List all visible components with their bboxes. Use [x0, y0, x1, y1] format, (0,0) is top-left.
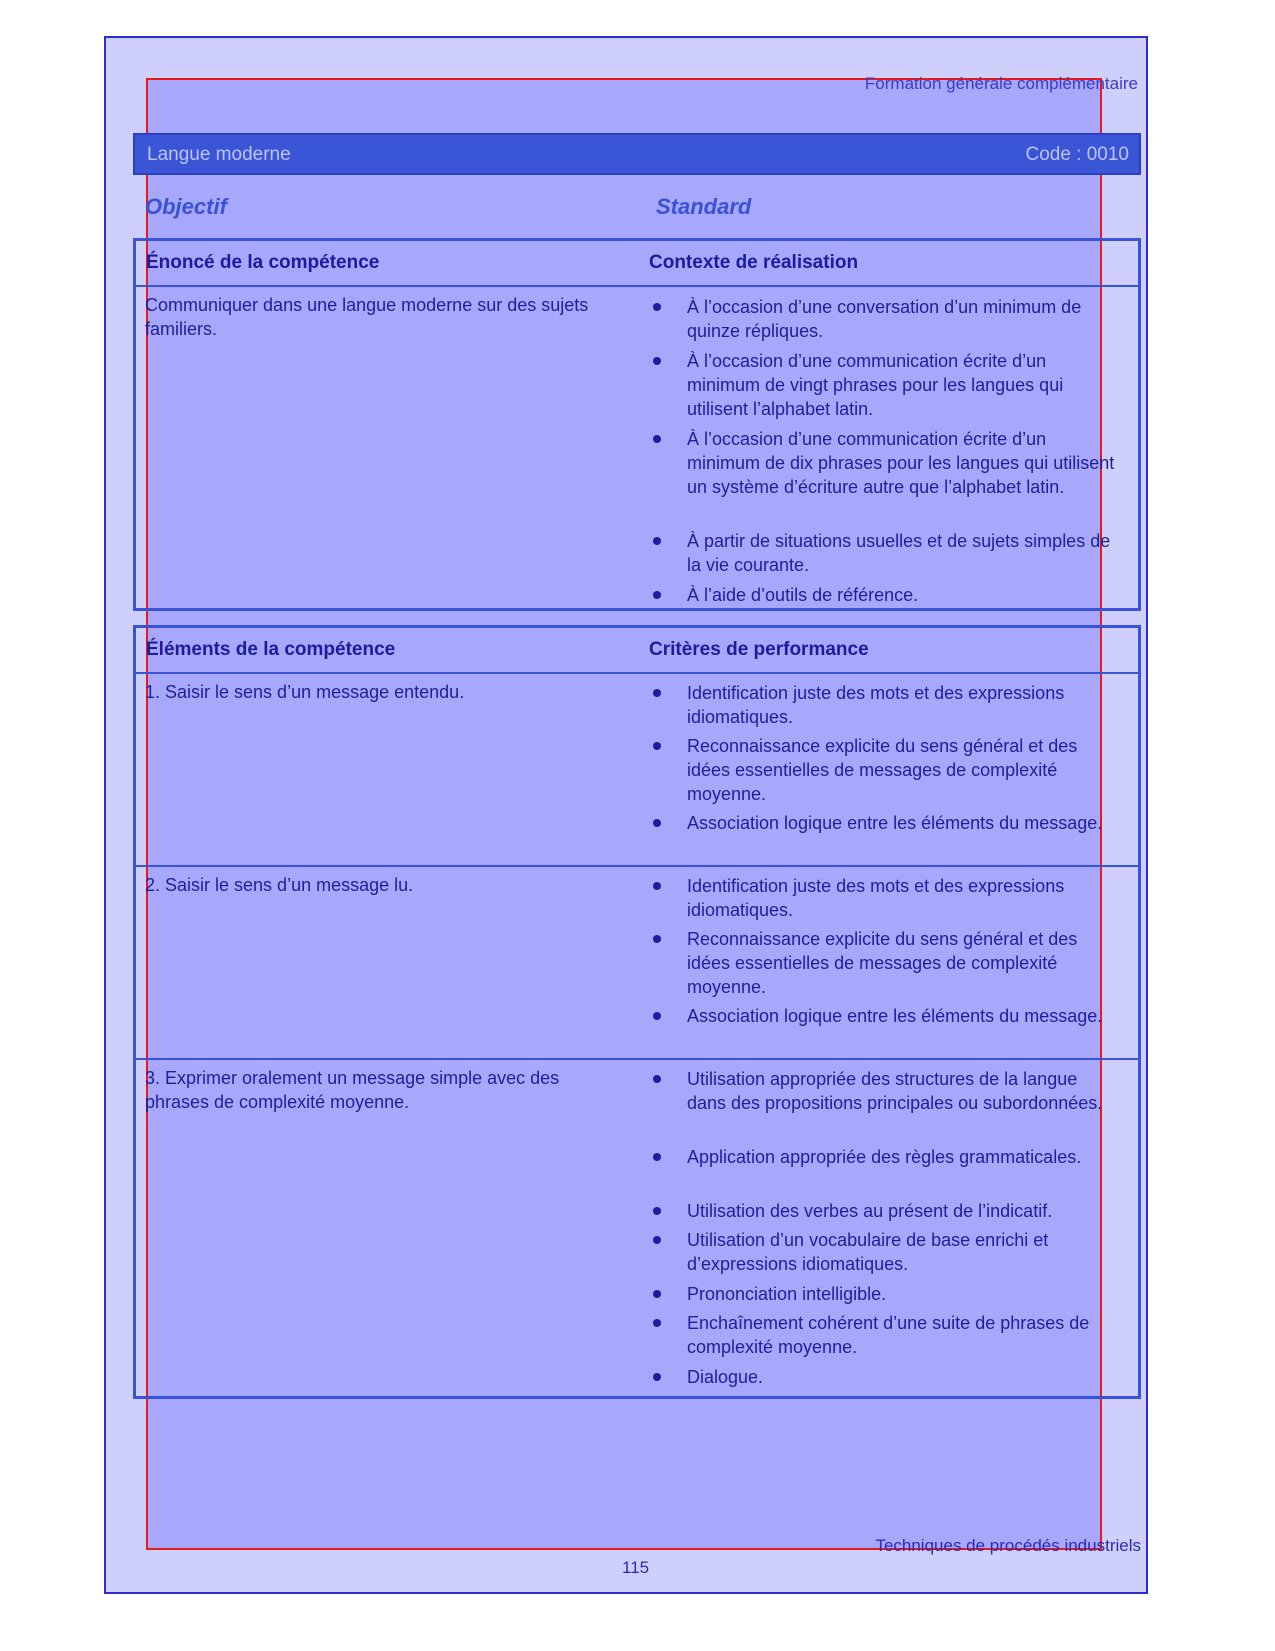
bullet-icon [653, 819, 661, 827]
course-code: Code : 0010 [1025, 144, 1129, 165]
subject-title: Langue moderne [147, 144, 291, 165]
list-item: Utilisation appropriée des structures de la langue dans des propositions principales ou subordonnées. [687, 1069, 1103, 1113]
list-item: Application appropriée des règles grammaticales. [687, 1147, 1082, 1167]
element-label: 1. Saisir le sens d’un message entendu. [145, 682, 465, 702]
list-item: À partir de situations usuelles et de sujets simples de la vie courante. [687, 531, 1111, 575]
bullet-icon [653, 882, 661, 890]
list-item: Dialogue. [687, 1367, 764, 1387]
enonce-text: Communiquer dans une langue moderne sur des sujets familiers. [145, 295, 589, 339]
bullet-icon [653, 1236, 661, 1244]
objectif-heading: Objectif [145, 194, 227, 219]
contexte-header: Contexte de réalisation [649, 252, 859, 273]
list-item: Association logique entre les éléments du message. [687, 813, 1103, 833]
standard-heading: Standard [656, 194, 752, 219]
page-number: 115 [622, 1558, 650, 1577]
bullet-icon [653, 1207, 661, 1215]
bullet-icon [653, 1290, 661, 1298]
bullet-icon [653, 591, 661, 599]
elements-box-header [136, 628, 1138, 674]
running-footer: Techniques de procédés industriels [875, 1536, 1141, 1555]
element-label: 3. Exprimer oralement un message simple avec des phrases de complexité moyenne. [145, 1068, 560, 1112]
bullet-icon [653, 742, 661, 750]
list-item: Utilisation d’un vocabulaire de base enrichi et d’expressions idiomatiques. [687, 1230, 1049, 1274]
bullet-icon [653, 303, 661, 311]
bullet-icon [653, 689, 661, 697]
list-item: Identification juste des mots et des expressions idiomatiques. [687, 683, 1065, 727]
bullet-icon [653, 1075, 661, 1083]
bullet-icon [653, 1319, 661, 1327]
running-header: Formation générale complémentaire [864, 74, 1138, 93]
elements-header: Éléments de la compétence [146, 639, 396, 660]
bullet-icon [653, 537, 661, 545]
competence-box-header [136, 241, 1138, 287]
bullet-icon [653, 935, 661, 943]
bullet-icon [653, 1012, 661, 1020]
element-label: 2. Saisir le sens d’un message lu. [145, 875, 414, 895]
list-item: Utilisation des verbes au présent de l’indicatif. [687, 1201, 1053, 1221]
enonce-header: Énoncé de la compétence [146, 252, 380, 273]
list-item: Enchaînement cohérent d’une suite de phrases de complexité moyenne. [687, 1313, 1090, 1357]
list-item: À l’aide d’outils de référence. [687, 585, 919, 605]
bullet-icon [653, 1373, 661, 1381]
list-item: À l’occasion d’une conversation d’un minimum de quinze répliques. [687, 297, 1082, 341]
row-separator [136, 865, 1138, 867]
list-item: Identification juste des mots et des expressions idiomatiques. [687, 876, 1065, 920]
list-item: Reconnaissance explicite du sens général et des idées essentielles de messages de complexité moyenne. [687, 736, 1078, 804]
bullet-icon [653, 435, 661, 443]
row-separator [136, 1058, 1138, 1060]
criteres-header: Critères de performance [649, 639, 869, 660]
list-item: Prononciation intelligible. [687, 1284, 887, 1304]
list-item: Reconnaissance explicite du sens général et des idées essentielles de messages de complexité moyenne. [687, 929, 1078, 997]
list-item: À l’occasion d’une communication écrite d’un minimum de vingt phrases pour les langues qui utilisent l’alphabet latin. [687, 351, 1064, 419]
bullet-icon [653, 357, 661, 365]
list-item: Association logique entre les éléments du message. [687, 1006, 1103, 1026]
list-item: À l’occasion d’une communication écrite d’un minimum de dix phrases pour les langues qui utilisent un système d’écriture autre que l’alphabet latin. [687, 429, 1115, 497]
bullet-icon [653, 1153, 661, 1161]
title-bar [133, 133, 1141, 175]
